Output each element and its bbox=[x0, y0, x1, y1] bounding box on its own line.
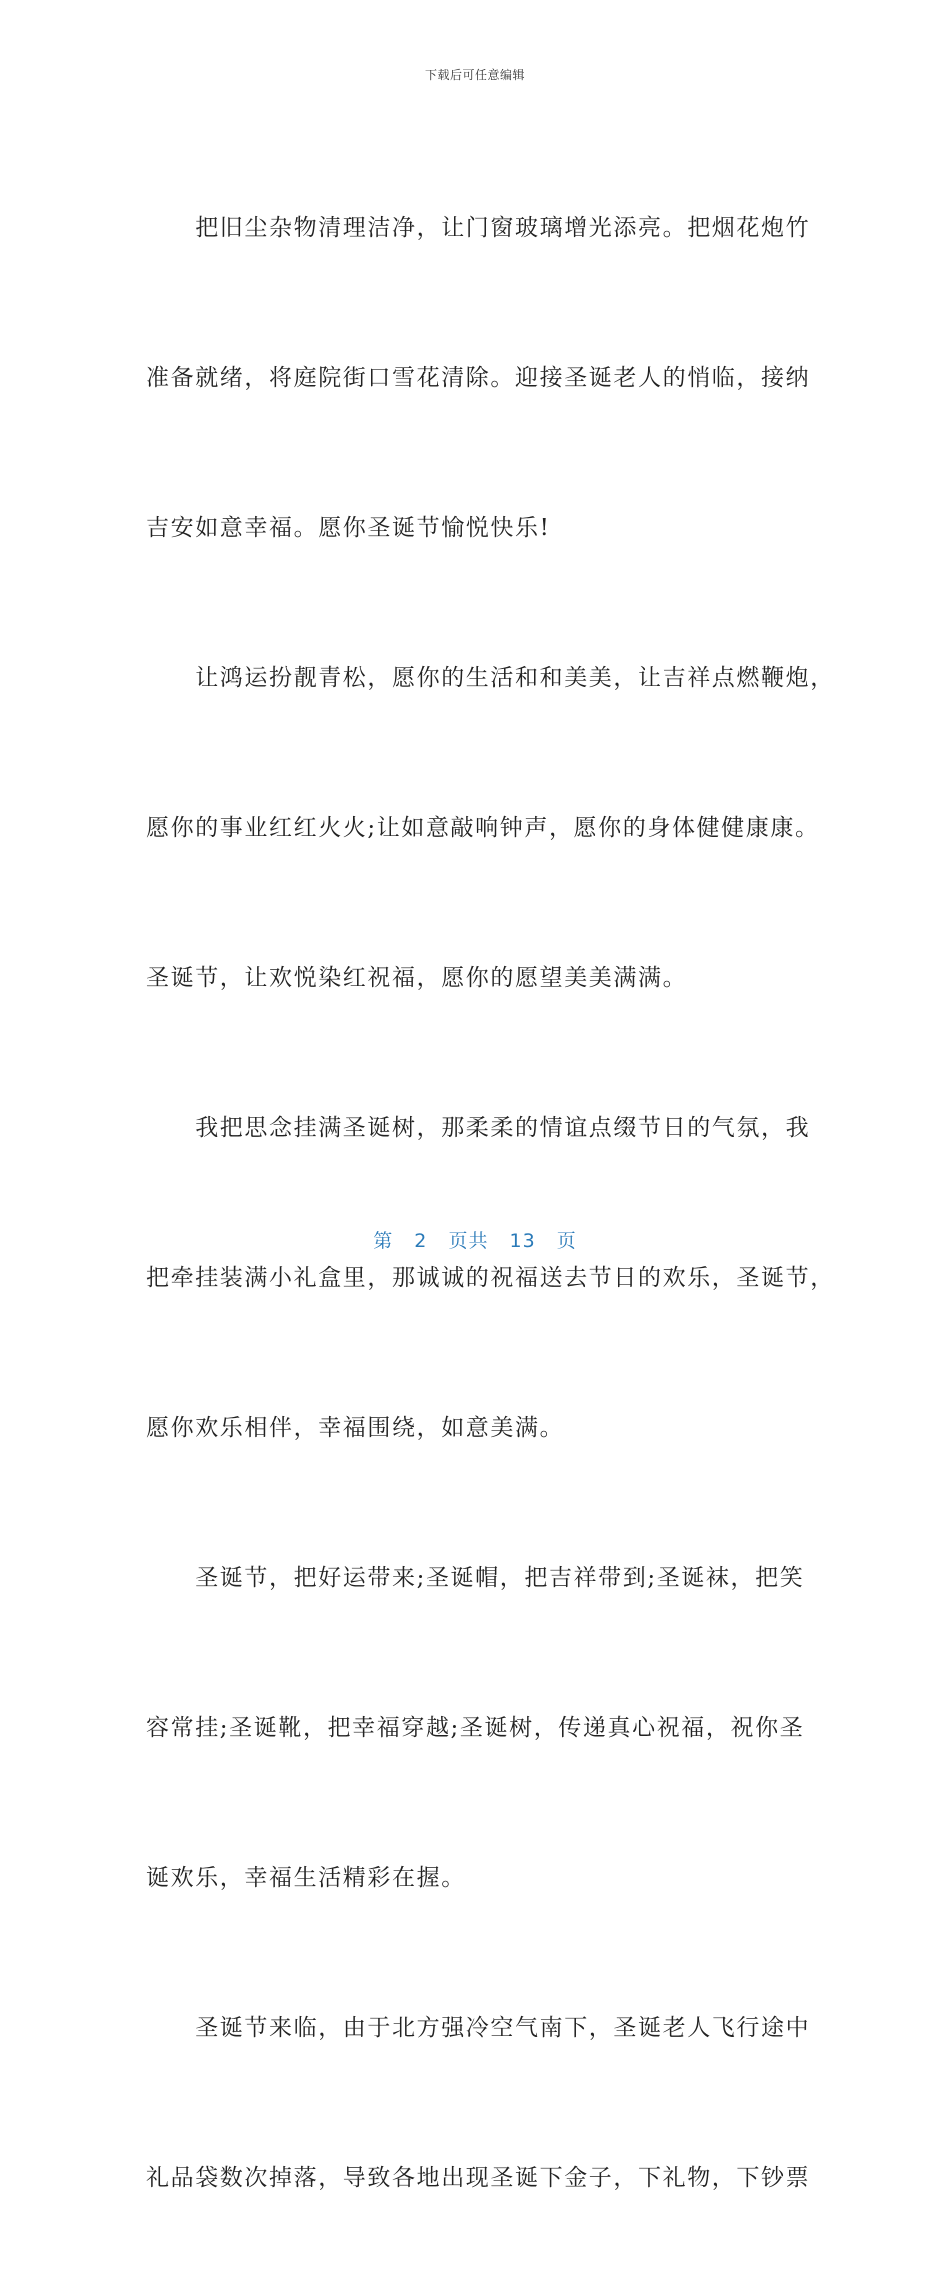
text-line: 准备就绪，将庭院街口雪花清除。迎接圣诞老人的悄临，接纳 bbox=[146, 365, 811, 391]
text-line: 愿你的事业红红火火;让如意敲响钟声，愿你的身体健健康康。 bbox=[146, 815, 820, 841]
text-line: 把牵挂装满小礼盒里，那诚诚的祝福送去节日的欢乐，圣诞节， bbox=[146, 1265, 835, 1291]
text-line: 愿你欢乐相伴，幸福围绕，如意美满。 bbox=[146, 1415, 565, 1441]
text-line: 圣诞节来临，由于北方强冷空气南下，圣诞老人飞行途中 bbox=[146, 2015, 811, 2041]
text-line: 让鸿运扮靓青松，愿你的生活和和美美，让吉祥点燃鞭炮， bbox=[146, 665, 835, 691]
text-line: 圣诞节，把好运带来;圣诞帽，把吉祥带到;圣诞袜，把笑 bbox=[146, 1565, 805, 1591]
footer-prefix: 第 bbox=[373, 1230, 394, 1252]
text-line: 诞欢乐，幸福生活精彩在握。 bbox=[146, 1865, 466, 1891]
text-line: 把旧尘杂物清理洁净，让门窗玻璃增光添亮。把烟花炮竹 bbox=[146, 215, 811, 241]
footer-middle: 页共 bbox=[448, 1230, 489, 1252]
page-footer bbox=[0, 1226, 950, 1253]
total-pages: 13 bbox=[509, 1230, 536, 1252]
text-line: 礼品袋数次掉落，导致各地出现圣诞下金子，下礼物，下钞票 bbox=[146, 2165, 811, 2191]
document-body bbox=[146, 116, 835, 2291]
page-header: 下载后可任意编辑 bbox=[424, 68, 525, 82]
text-line: 圣诞节，让欢悦染红祝福，愿你的愿望美美满满。 bbox=[146, 965, 688, 991]
page-number: 2 bbox=[414, 1230, 428, 1252]
text-line: 吉安如意幸福。愿你圣诞节愉悦快乐! bbox=[146, 515, 551, 541]
text-line: 我把思念挂满圣诞树，那柔柔的情谊点缀节日的气氛，我 bbox=[146, 1115, 811, 1141]
footer-suffix: 页 bbox=[556, 1230, 577, 1252]
text-line: 容常挂;圣诞靴，把幸福穿越;圣诞树，传递真心祝福，祝你圣 bbox=[146, 1715, 805, 1741]
